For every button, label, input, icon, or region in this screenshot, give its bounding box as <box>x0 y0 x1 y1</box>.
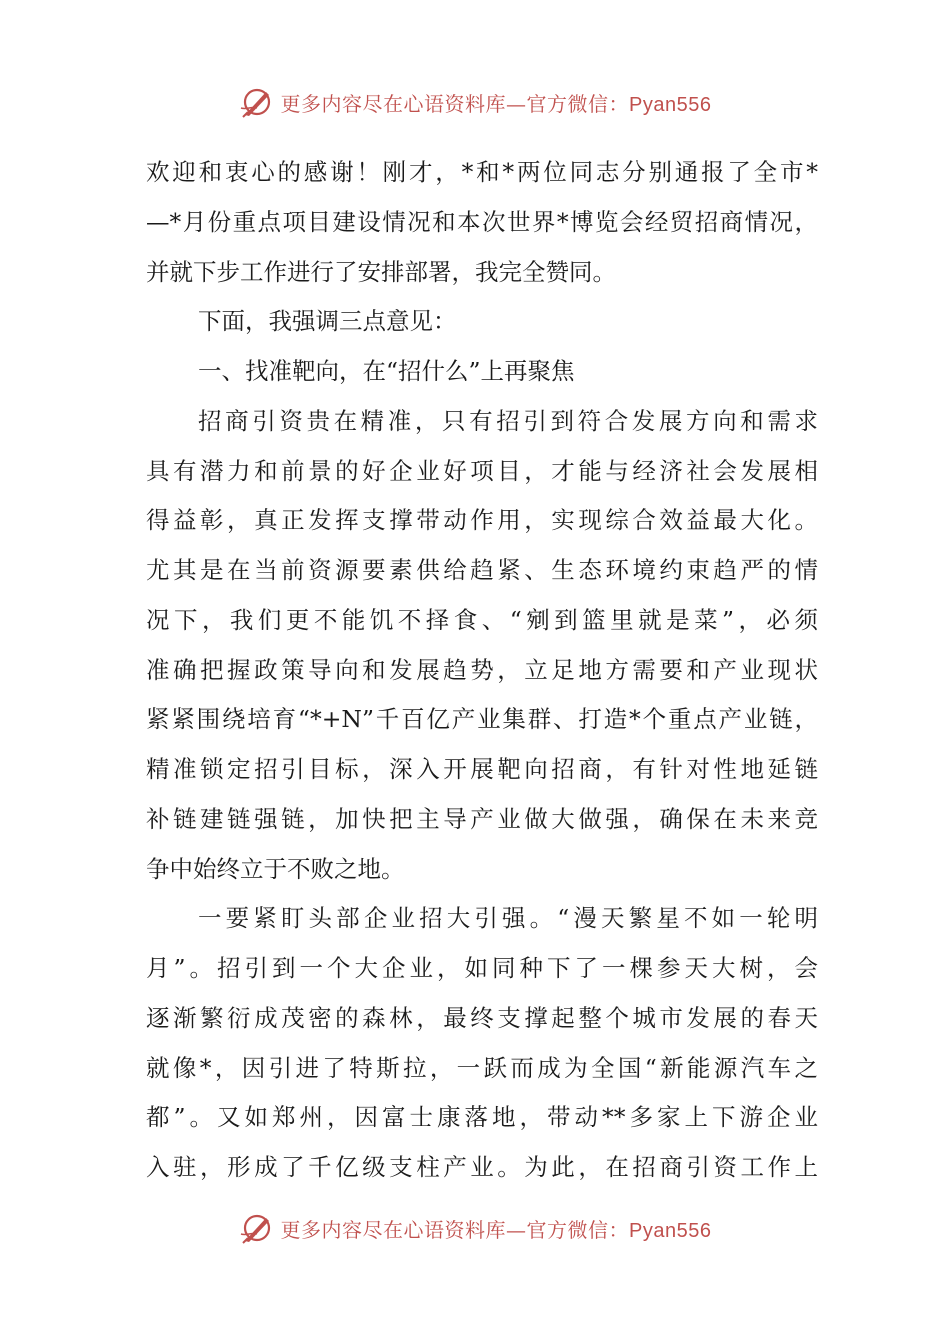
text-line: 逐渐繁衍成茂密的森林，最终支撑起整个城市发展的春天 <box>146 1003 818 1032</box>
document-body <box>146 148 818 1193</box>
text-line: 精准锁定招引目标，深入开展靶向招商，有针对性地延链 <box>146 755 818 783</box>
text-line: 准确把握政策导向和发展趋势，立足地方需要和产业现状 <box>146 655 818 684</box>
text-line: 补链建链强链，加快把主导产业做大做强，确保在未来竞 <box>146 804 818 833</box>
text-line: 并就下步工作进行了安排部署，我完全赞同。 <box>146 257 616 286</box>
watermark-text: 更多内容尽在心语资料库—官方微信：Pyan556 <box>280 1217 712 1242</box>
text-line: 就像*，因引进了特斯拉，一跃而成为全国“新能源汽车之 <box>146 1053 818 1082</box>
text-line: 紧紧围绕培育“*+N”千百亿产业集群、打造*个重点产业链， <box>146 705 818 734</box>
footer-watermark <box>0 1208 950 1248</box>
text-line: 尤其是在当前资源要素供给趋紧、生态环境约束趋严的情 <box>146 556 818 584</box>
text-line: 况下，我们更不能饥不择食、“剜到篮里就是菜”，必须 <box>146 605 818 634</box>
header-watermark <box>0 82 950 122</box>
text-line: 具有潜力和前景的好企业好项目，才能与经济社会发展相 <box>146 456 818 485</box>
text-line: 下面，我强调三点意见： <box>198 307 457 336</box>
text-line: 招商引资贵在精准，只有招引到符合发展方向和需求 <box>198 406 818 435</box>
text-line: 入驻，形成了千亿级支柱产业。为此，在招商引资工作上 <box>146 1153 818 1181</box>
text-line: 月”。招引到一个大企业，如同种下了一棵参天大树，会 <box>146 954 818 982</box>
text-line: —*月份重点项目建设情况和本次世界*博览会经贸招商情况， <box>146 207 818 236</box>
text-line: 都”。又如郑州，因富士康落地，带动**多家上下游企业 <box>146 1103 818 1132</box>
quill-pen-logo-icon <box>239 1210 275 1246</box>
quill-pen-logo-icon <box>239 84 275 120</box>
text-line: 一要紧盯头部企业招大引强。“漫天繁星不如一轮明 <box>198 904 818 933</box>
text-line: 欢迎和衷心的感谢！刚才，*和*两位同志分别通报了全市* <box>146 158 818 186</box>
text-line: 得益彰，真正发挥支撑带动作用，实现综合效益最大化。 <box>146 506 818 535</box>
text-line: 争中始终立于不败之地。 <box>146 854 405 883</box>
text-line: 一、找准靶向，在“招什么”上再聚焦 <box>198 357 575 385</box>
watermark-text: 更多内容尽在心语资料库—官方微信：Pyan556 <box>280 91 712 116</box>
